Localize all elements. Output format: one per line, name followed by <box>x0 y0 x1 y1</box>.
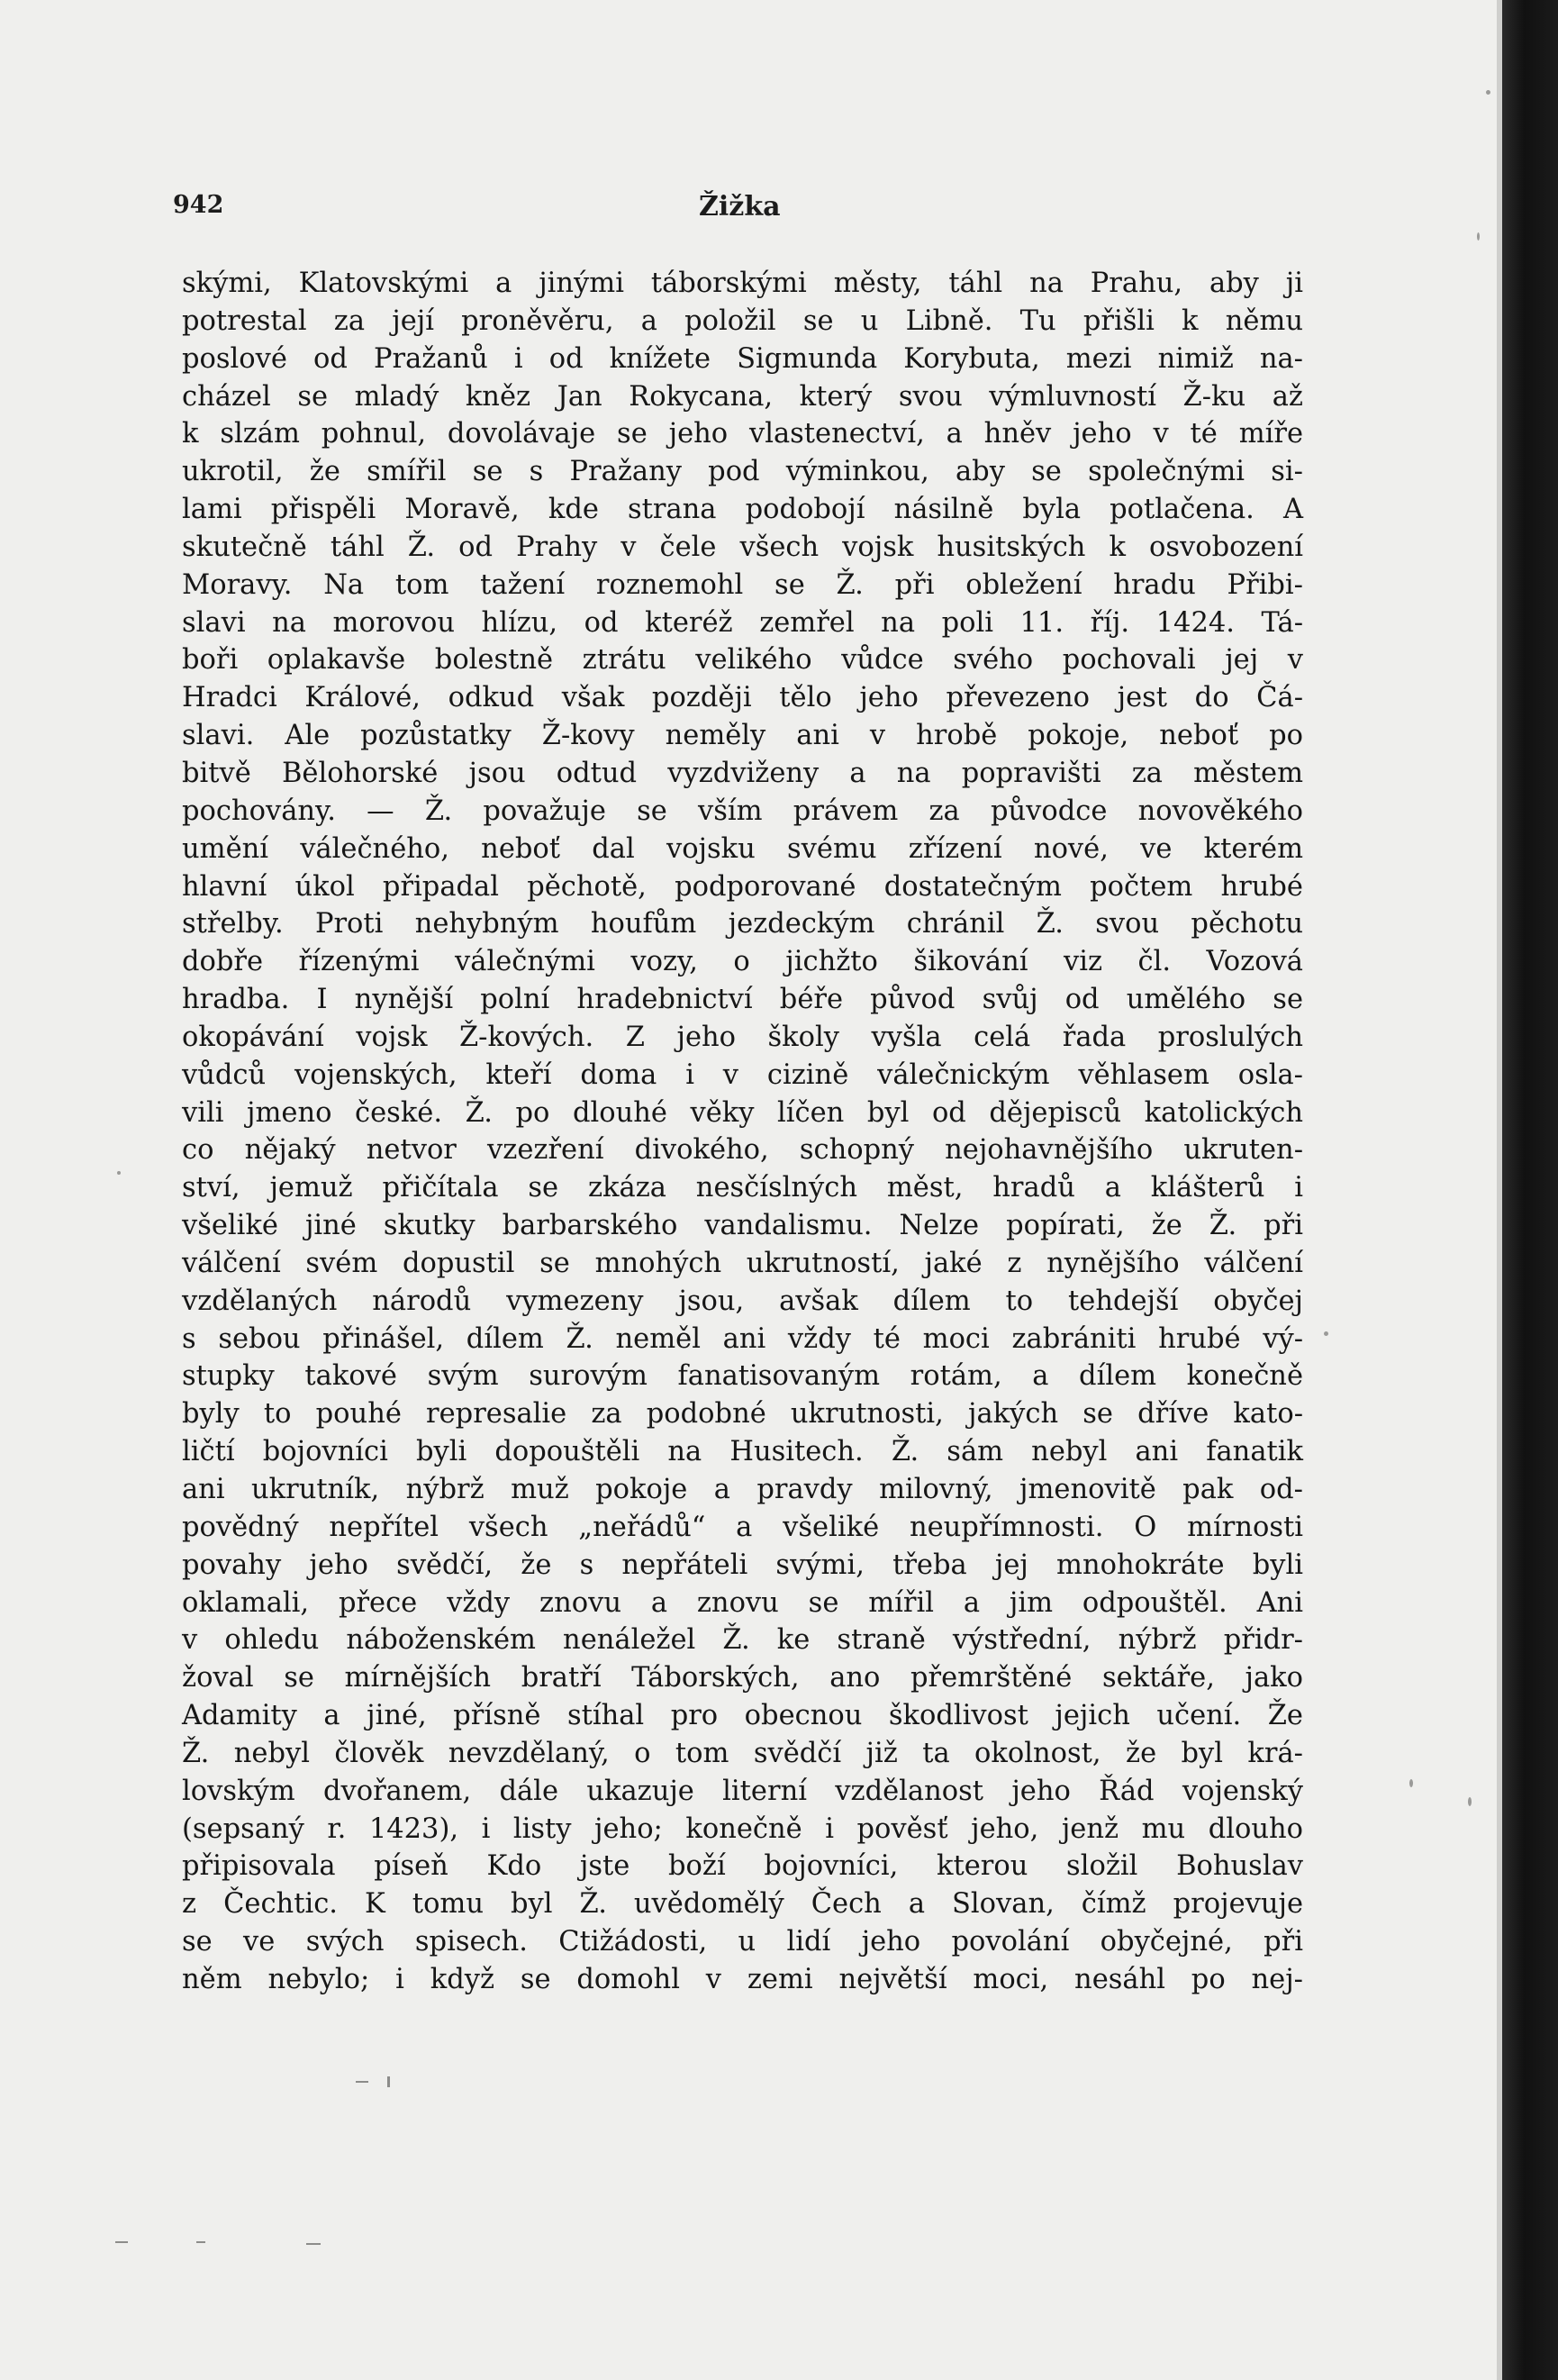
text-line: skutečně táhl Ž. od Prahy v čele všech vojsk husitských k osvobození <box>182 531 1303 563</box>
text-line: povědný nepřítel všech „neřádů“ a všeliké neupřímnosti. O mírnosti <box>182 1511 1303 1543</box>
scan-mark <box>356 2081 368 2083</box>
text-line: poslové od Pražanů i od knížete Sigmunda Korybuta, mezi nimiž na- <box>182 342 1303 375</box>
scan-mark <box>306 2243 321 2245</box>
text-line: vili jmeno české. Ž. po dlouhé věky líčen byl od dějepisců katolických <box>182 1096 1303 1129</box>
text-line: bitvě Bělohorské jsou odtud vyzdviženy a na popravišti za městem <box>182 757 1303 789</box>
text-line: lami přispěli Moravě, kde strana podobojí násilně byla potlačena. A <box>182 494 1303 526</box>
text-line: Hradci Králové, odkud však později tělo jeho převezeno jest do Čá- <box>182 682 1303 714</box>
text-line: povahy jeho svědčí, že s nepřáteli svými, třeba jej mnohokráte byli <box>182 1549 1303 1581</box>
text-line: s sebou přinášel, dílem Ž. neměl ani vždy té moci zabrániti hrubé vý- <box>182 1322 1303 1355</box>
scan-speck <box>1324 1331 1328 1336</box>
text-line: slavi na morovou hlízu, od kteréž zemřel na poli 11. říj. 1424. Tá- <box>182 606 1303 639</box>
text-line: ani ukrutník, nýbrž muž pokoje a pravdy milovný, jmenovitě pak od- <box>182 1474 1303 1505</box>
scan-mark <box>115 2241 128 2243</box>
page-header <box>135 191 1270 227</box>
text-line: v ohledu náboženském nenáležel Ž. ke straně výstřední, nýbrž přidr- <box>182 1624 1303 1657</box>
text-line: boři oplakavše bolestně ztrátu velikého vůdce svého pochovali jej v <box>182 644 1303 677</box>
text-line: ukrotil, že smířil se s Pražany pod výminkou, aby se společnými si- <box>182 456 1303 488</box>
text-line: byly to pouhé represalie za podobné ukrutnosti, jakých se dříve kato- <box>182 1398 1303 1431</box>
text-line: cházel se mladý kněz Jan Rokycana, který svou výmluvností Ž-ku až <box>182 380 1303 413</box>
text-line: vzdělaných národů vymezeny jsou, avšak dílem to tehdejší obyčej <box>182 1285 1303 1317</box>
text-line: potrestal za její proněvěru, a položil se u Libně. Tu přišli k němu <box>182 304 1303 337</box>
scan-speck <box>1486 90 1490 95</box>
text-line: vůdců vojenských, kteří doma i v cizině válečnickým věhlasem osla- <box>182 1058 1303 1091</box>
scan-mark <box>387 2076 390 2087</box>
scan-speck <box>1409 1779 1413 1787</box>
text-line: stupky takové svým surovým fanatisovaným rotám, a dílem konečně <box>182 1360 1303 1393</box>
scan-speck <box>1477 232 1480 241</box>
text-line: oklamali, přece vždy znovu a znovu se mířil a jim odpouštěl. Ani <box>182 1586 1303 1619</box>
text-line: válčení svém dopustil se mnohých ukrutností, jaké z nynějšího válčení <box>182 1247 1303 1279</box>
scan-mark <box>196 2241 205 2243</box>
text-line: všeliké jiné skutky barbarského vandalismu. Nelze popírati, že Ž. při <box>182 1210 1303 1242</box>
text-line: skými, Klatovskými a jinými táborskými městy, táhl na Prahu, aby ji <box>182 268 1303 299</box>
text-line: pochovány. — Ž. považuje se vším právem za původce novověkého <box>182 795 1303 827</box>
text-line: žoval se mírnějších bratří Táborských, ano přemrštěné sektáře, jako <box>182 1662 1303 1694</box>
text-line: lovským dvořanem, dále ukazuje literní vzdělanost jeho Řád vojenský <box>182 1775 1303 1807</box>
scan-border <box>1502 0 1558 2380</box>
text-line: hradba. I nynější polní hradebnictví béře původ svůj od umělého se <box>182 984 1303 1016</box>
text-line: Moravy. Na tom tažení roznemohl se Ž. při obležení hradu Přibi- <box>182 568 1303 601</box>
text-line: se ve svých spisech. Ctižádosti, u lidí jeho povolání obyčejné, při <box>182 1926 1303 1958</box>
text-line: něm nebylo; i když se domohl v zemi největší moci, nesáhl po nej- <box>182 1963 1303 1995</box>
running-head: Žižka <box>699 191 781 223</box>
page-content <box>135 0 1504 2380</box>
text-line: umění válečného, neboť dal vojsku svému zřízení nové, ve kterém <box>182 832 1303 865</box>
scan-speck <box>1468 1797 1472 1806</box>
text-line: připisovala píseň Kdo jste boží bojovníci, kterou složil Bohuslav <box>182 1850 1303 1883</box>
text-line: co nějaký netvor vzezření divokého, schopný nejohavnějšího ukruten- <box>182 1134 1303 1167</box>
scan-speck <box>117 1171 121 1175</box>
text-line: k slzám pohnul, dovolávaje se jeho vlastenectví, a hněv jeho v té míře <box>182 418 1303 450</box>
text-line: z Čechtic. K tomu byl Ž. uvědomělý Čech a Slovan, čímž projevuje <box>182 1888 1303 1921</box>
body-text <box>182 265 1303 1999</box>
text-line: střelby. Proti nehybným houfům jezdeckým chránil Ž. svou pěchotu <box>182 908 1303 940</box>
text-line: dobře řízenými válečnými vozy, o jichžto šikování viz čl. Vozová <box>182 946 1303 978</box>
text-line: okopávání vojsk Ž-kových. Z jeho školy vyšla celá řada proslulých <box>182 1021 1303 1053</box>
text-line: ličtí bojovníci byli dopouštěli na Husitech. Ž. sám nebyl ani fanatik <box>182 1436 1303 1468</box>
page-number: 942 <box>173 191 224 219</box>
text-line: (sepsaný r. 1423), i listy jeho; konečně i pověsť jeho, jenž mu dlouho <box>182 1812 1303 1845</box>
text-line: slavi. Ale pozůstatky Ž-kovy neměly ani v hrobě pokoje, neboť po <box>182 720 1303 752</box>
text-line: ství, jemuž přičítala se zkáza nesčíslných měst, hradů a klášterů i <box>182 1172 1303 1204</box>
text-line: Adamity a jiné, přísně stíhal pro obecnou škodlivost jejich učení. Že <box>182 1700 1303 1732</box>
text-line: Ž. nebyl člověk nevzdělaný, o tom svědčí již ta okolnost, že byl krá- <box>182 1737 1303 1769</box>
text-line: hlavní úkol připadal pěchotě, podporované dostatečným počtem hrubé <box>182 870 1303 903</box>
